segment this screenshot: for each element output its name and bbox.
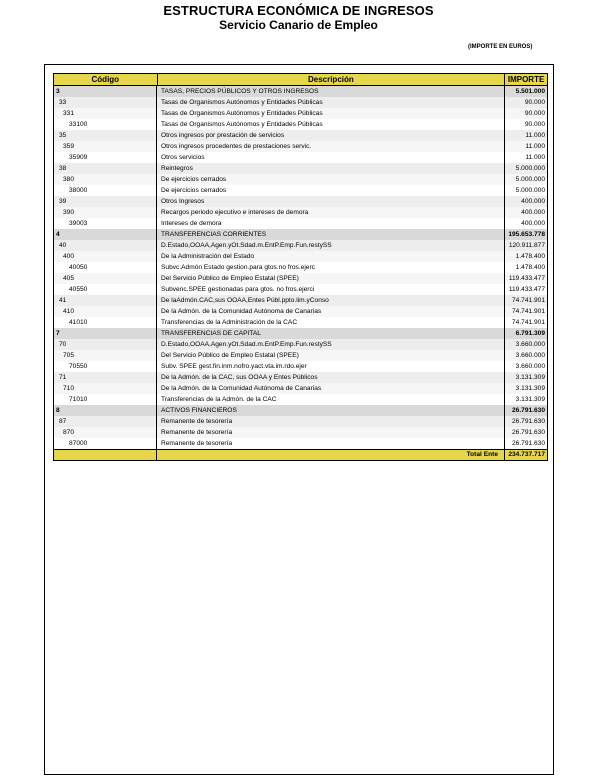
row-description: De la Administración del Estado <box>157 251 505 262</box>
row-description: Intereses de demora <box>157 218 505 229</box>
row-amount: 1.478.400 <box>515 253 545 260</box>
row-amount: 1.478.400 <box>515 264 545 271</box>
code-cell <box>54 427 157 438</box>
row-code: 87 <box>59 418 67 425</box>
code-cell <box>54 372 157 383</box>
row-amount: 3.660.000 <box>515 352 545 359</box>
row-description: Otros ingresos procedentes de prestaciones servic. <box>157 141 505 152</box>
row-description: De la Admón. de la Comunidad Autónoma de Canarias <box>157 306 505 317</box>
row-code: 40 <box>59 242 67 249</box>
table-row <box>54 273 547 284</box>
row-amount: 74.741.901 <box>511 319 545 326</box>
row-description: Remanente de tesorería <box>157 427 505 438</box>
row-code: 38 <box>59 165 67 172</box>
code-cell <box>54 185 157 196</box>
row-code: 87000 <box>69 440 88 447</box>
row-code: 380 <box>63 176 75 183</box>
code-cell <box>54 119 157 130</box>
table-row <box>54 416 547 427</box>
row-code: 39003 <box>69 220 88 227</box>
row-amount: 3.131.309 <box>515 396 545 403</box>
table-row <box>54 405 547 416</box>
column-header-description: Descripción <box>158 74 506 85</box>
table-row <box>54 394 547 405</box>
row-amount: 26.791.630 <box>511 429 545 436</box>
row-amount: 74.741.901 <box>511 308 545 315</box>
table-row <box>54 207 547 218</box>
row-description: Reintegros <box>157 163 505 174</box>
row-code: 41010 <box>69 319 88 326</box>
row-amount: 119.433.477 <box>508 275 545 282</box>
row-amount: 90.000 <box>524 110 545 117</box>
code-cell <box>54 295 157 306</box>
page-title: ESTRUCTURA ECONÓMICA DE INGRESOS <box>163 3 434 18</box>
table-row <box>54 317 547 328</box>
row-amount: 3.660.000 <box>515 341 545 348</box>
table-row <box>54 163 547 174</box>
table-row <box>54 152 547 163</box>
code-cell <box>54 339 157 350</box>
row-amount: 11.000 <box>525 143 545 150</box>
code-cell <box>54 174 157 185</box>
row-code: 40050 <box>69 264 88 271</box>
code-cell <box>54 141 157 152</box>
table-row <box>54 383 547 394</box>
row-code: 410 <box>63 308 75 315</box>
row-amount: 120.911.877 <box>508 242 545 249</box>
row-code: 70550 <box>69 363 88 370</box>
code-cell <box>54 306 157 317</box>
row-description: Transferencias de la Admón. de la CAC <box>157 394 505 405</box>
row-description: Subvenc.SPEE gestionadas para gtos. no fros.ejerci <box>157 284 505 295</box>
table-row <box>54 427 547 438</box>
row-amount: 26.791.630 <box>511 440 545 447</box>
row-description: Tasas de Organismos Autónomos y Entidades Públicas <box>157 97 505 108</box>
row-amount: 195.653.778 <box>508 231 545 238</box>
code-cell <box>54 108 157 119</box>
code-cell <box>54 152 157 163</box>
row-amount: 400.000 <box>521 220 545 227</box>
row-code: 38000 <box>69 187 88 194</box>
row-description: TASAS, PRECIOS PÚBLICOS Y OTROS INGRESOS <box>157 86 505 97</box>
table-row <box>54 251 547 262</box>
column-header-amount: IMPORTE <box>507 75 545 84</box>
table-row <box>54 196 547 207</box>
row-amount: 5.000.000 <box>515 187 545 194</box>
row-description: Otros Ingresos <box>157 196 505 207</box>
table-row <box>54 350 547 361</box>
table-row <box>54 174 547 185</box>
code-cell <box>54 130 157 141</box>
row-code: 8 <box>56 407 60 414</box>
row-code: 331 <box>63 110 75 117</box>
row-amount: 74.741.901 <box>511 297 545 304</box>
row-description: Otros ingresos por prestación de servicios <box>157 130 505 141</box>
row-description: Otros servicios <box>157 152 505 163</box>
row-amount: 3.660.000 <box>515 363 545 370</box>
code-cell <box>54 97 157 108</box>
row-code: 870 <box>63 429 75 436</box>
table-row <box>54 262 547 273</box>
income-structure-table <box>53 73 548 461</box>
row-code: 705 <box>63 352 75 359</box>
row-code: 710 <box>63 385 75 392</box>
row-code: 3 <box>56 88 60 95</box>
table-row <box>54 229 547 240</box>
row-description: D.Estado,OOAA,Agen.yOt.Sdad.m.EntP.Emp.Fun.restySS <box>157 240 505 251</box>
page-subtitle: Servicio Canario de Empleo <box>219 18 378 32</box>
code-cell <box>54 240 157 251</box>
code-cell <box>54 350 157 361</box>
row-code: 4 <box>56 231 60 238</box>
table-body <box>54 86 547 449</box>
row-description: De laAdmón.CAC,sus OOAA,Entes Públ.ppto.lim.yConso <box>157 295 505 306</box>
row-description: De la Admón. de la CAC, sus OOAA y Entes Públicos <box>157 372 505 383</box>
row-description: De la Admón. de la Comunidad Autónoma de Canarias <box>157 383 505 394</box>
table-row <box>54 185 547 196</box>
row-code: 359 <box>63 143 75 150</box>
code-cell <box>54 383 157 394</box>
code-cell <box>54 405 157 416</box>
table-row <box>54 86 547 97</box>
row-code: 71010 <box>69 396 88 403</box>
code-cell <box>54 328 157 339</box>
code-cell <box>54 163 157 174</box>
table-row <box>54 108 547 119</box>
row-amount: 5.501.000 <box>515 88 545 95</box>
table-row <box>54 240 547 251</box>
row-description: Del Servicio Público de Empleo Estatal (SPEE) <box>157 273 505 284</box>
row-amount: 5.000.000 <box>515 165 545 172</box>
table-row <box>54 372 547 383</box>
column-header-code: Código <box>54 74 158 85</box>
row-code: 40550 <box>69 286 88 293</box>
table-row <box>54 328 547 339</box>
code-cell <box>54 284 157 295</box>
row-code: 41 <box>59 297 67 304</box>
units-note: (IMPORTE EN EUROS) <box>468 44 533 50</box>
code-cell <box>54 361 157 372</box>
table-row <box>54 438 547 449</box>
row-amount: 6.791.309 <box>515 330 545 337</box>
total-code-cell <box>54 450 157 460</box>
row-amount: 5.000.000 <box>515 176 545 183</box>
row-description: Subvc.Admón Estado gestion.para gtos.no fros.ejerc <box>157 262 505 273</box>
row-code: 7 <box>56 330 60 337</box>
row-code: 70 <box>59 341 67 348</box>
row-code: 33 <box>59 99 67 106</box>
row-code: 35 <box>59 132 67 139</box>
row-description: Subv. SPEE gest.fin.inm.nofro.yact.vta.im.rdo.ejer <box>157 361 505 372</box>
row-description: TRANSFERENCIAS CORRIENTES <box>157 229 505 240</box>
row-code: 35909 <box>69 154 88 161</box>
table-row <box>54 295 547 306</box>
code-cell <box>54 394 157 405</box>
row-amount: 400.000 <box>521 198 545 205</box>
row-amount: 26.791.630 <box>511 407 545 414</box>
row-description: Transferencias de la Administración de la CAC <box>157 317 505 328</box>
row-code: 71 <box>59 374 67 381</box>
total-amount: 234.737.717 <box>508 451 545 458</box>
row-description: Tasas de Organismos Autónomos y Entidades Públicas <box>157 108 505 119</box>
row-description: D.Estado,OOAA,Agen.yOt.Sdad.m.EntP.Emp.Fun.restySS <box>157 339 505 350</box>
row-code: 390 <box>63 209 75 216</box>
row-amount: 3.131.309 <box>515 385 545 392</box>
table-row <box>54 284 547 295</box>
row-description: Del Servicio Público de Empleo Estatal (SPEE) <box>157 350 505 361</box>
row-description: Tasas de Organismos Autónomos y Entidades Públicas <box>157 119 505 130</box>
code-cell <box>54 317 157 328</box>
table-row <box>54 141 547 152</box>
code-cell <box>54 207 157 218</box>
row-amount: 400.000 <box>521 209 545 216</box>
table-row <box>54 97 547 108</box>
code-cell <box>54 251 157 262</box>
code-cell <box>54 262 157 273</box>
table-row <box>54 306 547 317</box>
code-cell <box>54 229 157 240</box>
code-cell <box>54 438 157 449</box>
row-amount: 26.791.630 <box>511 418 545 425</box>
code-cell <box>54 218 157 229</box>
total-row <box>54 449 547 460</box>
row-description: TRANSFERENCIAS DE CAPITAL <box>157 328 505 339</box>
code-cell <box>54 416 157 427</box>
row-amount: 3.131.309 <box>515 374 545 381</box>
row-description: De ejercicios cerrados <box>157 174 505 185</box>
table-row <box>54 339 547 350</box>
row-code: 33100 <box>69 121 88 128</box>
total-label: Total Ente <box>157 450 505 460</box>
code-cell <box>54 273 157 284</box>
code-cell <box>54 86 157 97</box>
row-code: 400 <box>63 253 75 260</box>
table-header <box>54 73 547 86</box>
row-description: Remanente de tesorería <box>157 416 505 427</box>
row-amount: 90.000 <box>524 121 545 128</box>
row-description: ACTIVOS FINANCIEROS <box>157 405 505 416</box>
row-amount: 11.000 <box>525 132 545 139</box>
row-amount: 119.433.477 <box>508 286 545 293</box>
row-description: Remanente de tesorería <box>157 438 505 449</box>
table-row <box>54 130 547 141</box>
table-row <box>54 361 547 372</box>
table-row <box>54 218 547 229</box>
table-row <box>54 119 547 130</box>
row-code: 39 <box>59 198 67 205</box>
row-code: 405 <box>63 275 75 282</box>
row-amount: 11.000 <box>525 154 545 161</box>
row-amount: 90.000 <box>524 99 545 106</box>
code-cell <box>54 196 157 207</box>
row-description: De ejercicios cerrados <box>157 185 505 196</box>
row-description: Recargos periodo ejecutivo e intereses de demora <box>157 207 505 218</box>
